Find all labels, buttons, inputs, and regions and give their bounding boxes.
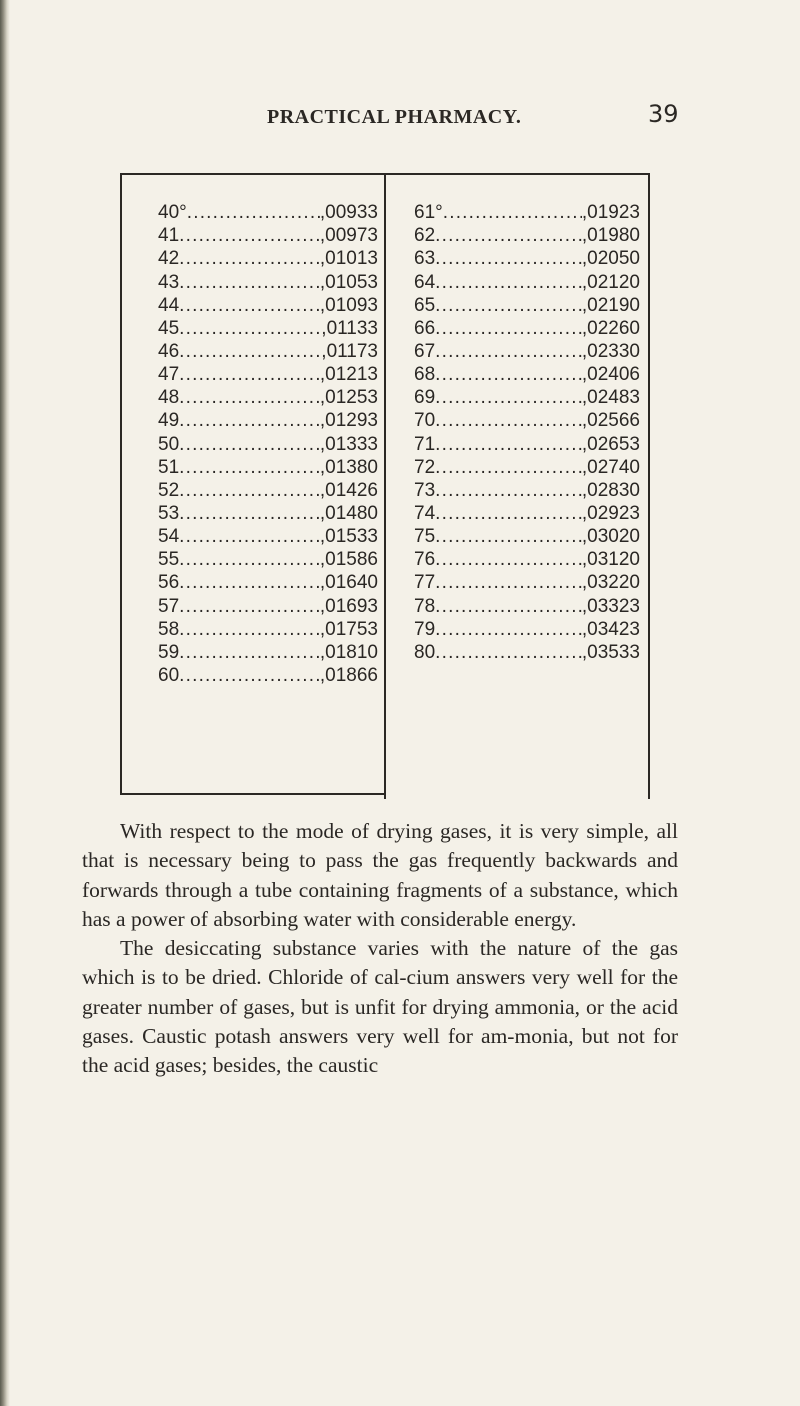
- table-value: ,01753: [319, 618, 378, 640]
- table-row: [158, 432, 378, 455]
- table-row: [414, 432, 640, 455]
- table-row: [414, 618, 640, 641]
- table-row: [414, 270, 640, 293]
- table-row: [158, 548, 378, 571]
- table-value: ,02923: [581, 502, 640, 524]
- degree-label: 80: [414, 641, 436, 663]
- degree-label: 53: [158, 502, 180, 524]
- table-row: [158, 456, 378, 479]
- table-value: ,02260: [581, 317, 640, 339]
- table-row: [414, 363, 640, 386]
- table-value: ,03423: [581, 618, 640, 640]
- degree-label: 43: [158, 271, 180, 293]
- dot-leader: [435, 248, 582, 270]
- table-value: ,03120: [581, 549, 640, 571]
- dot-leader: [179, 410, 320, 432]
- degree-label: 72: [414, 456, 436, 478]
- table-value: ,00973: [319, 225, 378, 247]
- dot-leader: [435, 272, 582, 294]
- degree-label: 51: [158, 456, 180, 478]
- table-row: [158, 224, 378, 247]
- table-value: ,01133: [321, 317, 378, 339]
- degree-label: 64: [414, 271, 436, 293]
- table-left-column: [158, 201, 378, 687]
- dot-leader: [179, 364, 320, 386]
- table-row: [414, 641, 640, 664]
- table-value: ,02330: [581, 340, 640, 362]
- dot-leader: [187, 202, 320, 224]
- table-row: [158, 594, 378, 617]
- table-rule-middle: [384, 173, 386, 799]
- table-value: ,01533: [319, 526, 378, 548]
- table-value: ,01333: [319, 433, 378, 455]
- degree-label: 44: [158, 294, 180, 316]
- degree-label: 78: [414, 595, 436, 617]
- degree-label: 79: [414, 618, 436, 640]
- table-value: ,03533: [581, 641, 640, 663]
- degree-label: 60: [158, 664, 180, 686]
- degree-label: 57: [158, 595, 180, 617]
- table-value: ,01866: [319, 664, 378, 686]
- degree-label: 74: [414, 502, 436, 524]
- dot-leader: [179, 480, 320, 502]
- table-row: [158, 618, 378, 641]
- table-value: ,02120: [581, 271, 640, 293]
- dot-leader: [435, 387, 582, 409]
- degree-label: 71: [414, 433, 436, 455]
- table-row: [158, 294, 378, 317]
- dot-leader: [179, 665, 320, 687]
- degree-label: 70: [414, 410, 436, 432]
- table-row: [158, 317, 378, 340]
- page-number: 39: [648, 100, 679, 128]
- degree-label: 67: [414, 340, 436, 362]
- degree-label: 45: [158, 317, 180, 339]
- table-right-column: [414, 201, 640, 664]
- degree-label: 58: [158, 618, 180, 640]
- table-value: ,01173: [321, 340, 378, 362]
- paragraph: With respect to the mode of drying gases, it is very simple, all that is necessary being to pass the gas frequently backwards and forwards through a tube containing fragments of a substance, which has a power of absorbing water with considerable energy.: [82, 819, 678, 931]
- degree-label: 42: [158, 248, 180, 270]
- dot-leader: [435, 295, 582, 317]
- degree-label: 59: [158, 641, 180, 663]
- dot-leader: [435, 526, 582, 548]
- dot-leader: [435, 642, 582, 664]
- degree-label: 47: [158, 364, 180, 386]
- dot-leader: [435, 434, 582, 456]
- table-row: [158, 270, 378, 293]
- dot-leader: [179, 272, 320, 294]
- table-row: [158, 386, 378, 409]
- table-row: [414, 224, 640, 247]
- table-value: ,02830: [581, 479, 640, 501]
- dot-leader: [443, 202, 582, 224]
- degree-label: 75: [414, 526, 436, 548]
- table-value: ,01480: [319, 502, 378, 524]
- dot-leader: [435, 341, 582, 363]
- table-value: ,01093: [319, 294, 378, 316]
- table-value: ,00933: [319, 202, 378, 224]
- dot-leader: [179, 318, 321, 340]
- dot-leader: [179, 434, 320, 456]
- dot-leader: [179, 341, 321, 363]
- table-row: [414, 548, 640, 571]
- table-value: ,02566: [581, 410, 640, 432]
- body-text: [82, 817, 678, 1081]
- dot-leader: [179, 295, 320, 317]
- table-row: [158, 201, 378, 224]
- table-value: ,01693: [319, 595, 378, 617]
- dot-leader: [179, 596, 320, 618]
- dot-leader: [179, 526, 320, 548]
- table-value: ,03323: [581, 595, 640, 617]
- degree-label: 56: [158, 572, 180, 594]
- table-row: [158, 363, 378, 386]
- degree-label: 73: [414, 479, 436, 501]
- paragraph: The desiccating substance varies with the nature of the gas which is to be dried. Chloride of cal-cium answers very well for the greater number of gases, but is unfit for drying ammonia, or the acid gases. Caustic potash answers very well for am-monia, but not for the acid gases; besides, the caustic: [82, 936, 678, 1078]
- table-value: ,03220: [581, 572, 640, 594]
- table-rule-right: [648, 173, 650, 799]
- table-value: ,01253: [319, 387, 378, 409]
- table-row: [158, 340, 378, 363]
- degree-label: 76: [414, 549, 436, 571]
- table-value: ,01380: [319, 456, 378, 478]
- running-head: PRACTICAL PHARMACY.: [267, 106, 522, 128]
- table-value: ,01293: [319, 410, 378, 432]
- degree-label: 61°: [414, 202, 443, 224]
- dot-leader: [179, 619, 320, 641]
- table-row: [414, 479, 640, 502]
- degree-label: 49: [158, 410, 180, 432]
- dot-leader: [179, 387, 320, 409]
- table-value: ,01013: [319, 248, 378, 270]
- table-row: [158, 247, 378, 270]
- table-value: ,02740: [581, 456, 640, 478]
- table-row: [158, 664, 378, 687]
- degree-label: 69: [414, 387, 436, 409]
- dot-leader: [435, 318, 582, 340]
- dot-leader: [179, 549, 320, 571]
- table-value: ,01640: [319, 572, 378, 594]
- table-value: ,02050: [581, 248, 640, 270]
- table-row: [158, 479, 378, 502]
- dot-leader: [435, 596, 582, 618]
- degree-label: 55: [158, 549, 180, 571]
- degree-label: 40°: [158, 202, 187, 224]
- degree-label: 50: [158, 433, 180, 455]
- table-value: ,01586: [319, 549, 378, 571]
- table-value: ,01053: [319, 271, 378, 293]
- dot-leader: [435, 503, 582, 525]
- table-row: [414, 247, 640, 270]
- dot-leader: [435, 410, 582, 432]
- dot-leader: [179, 248, 320, 270]
- degree-label: 52: [158, 479, 180, 501]
- dot-leader: [435, 549, 582, 571]
- table-value: ,02406: [581, 364, 640, 386]
- degree-label: 68: [414, 364, 436, 386]
- dot-leader: [179, 225, 320, 247]
- dot-leader: [435, 364, 582, 386]
- table-row: [414, 571, 640, 594]
- table-row: [414, 409, 640, 432]
- table-row: [158, 525, 378, 548]
- specific-gravity-table: [120, 173, 650, 799]
- degree-label: 62: [414, 225, 436, 247]
- table-value: ,03020: [581, 526, 640, 548]
- dot-leader: [435, 457, 582, 479]
- table-row: [414, 502, 640, 525]
- page-binding-edge: [0, 0, 10, 1406]
- table-rule-left: [120, 173, 122, 795]
- table-row: [414, 340, 640, 363]
- degree-label: 48: [158, 387, 180, 409]
- table-value: ,01810: [319, 641, 378, 663]
- table-value: ,02190: [581, 294, 640, 316]
- table-row: [414, 294, 640, 317]
- degree-label: 63: [414, 248, 436, 270]
- degree-label: 54: [158, 526, 180, 548]
- degree-label: 41: [158, 225, 180, 247]
- table-row: [158, 571, 378, 594]
- dot-leader: [179, 503, 320, 525]
- table-row: [414, 201, 640, 224]
- dot-leader: [435, 480, 582, 502]
- table-row: [158, 409, 378, 432]
- degree-label: 66: [414, 317, 436, 339]
- table-row: [158, 502, 378, 525]
- degree-label: 77: [414, 572, 436, 594]
- table-row: [414, 525, 640, 548]
- table-value: ,01923: [581, 202, 640, 224]
- table-row: [414, 456, 640, 479]
- table-value: ,01213: [319, 364, 378, 386]
- dot-leader: [179, 572, 320, 594]
- table-rule-bottom: [120, 793, 386, 795]
- table-value: ,01426: [319, 479, 378, 501]
- dot-leader: [179, 457, 320, 479]
- table-row: [414, 386, 640, 409]
- table-row: [158, 641, 378, 664]
- dot-leader: [179, 642, 320, 664]
- dot-leader: [435, 619, 582, 641]
- table-value: ,01980: [581, 225, 640, 247]
- degree-label: 46: [158, 340, 180, 362]
- dot-leader: [435, 225, 582, 247]
- page-header: [0, 100, 800, 136]
- table-row: [414, 317, 640, 340]
- degree-label: 65: [414, 294, 436, 316]
- table-value: ,02483: [581, 387, 640, 409]
- table-value: ,02653: [581, 433, 640, 455]
- dot-leader: [435, 572, 582, 594]
- table-row: [414, 594, 640, 617]
